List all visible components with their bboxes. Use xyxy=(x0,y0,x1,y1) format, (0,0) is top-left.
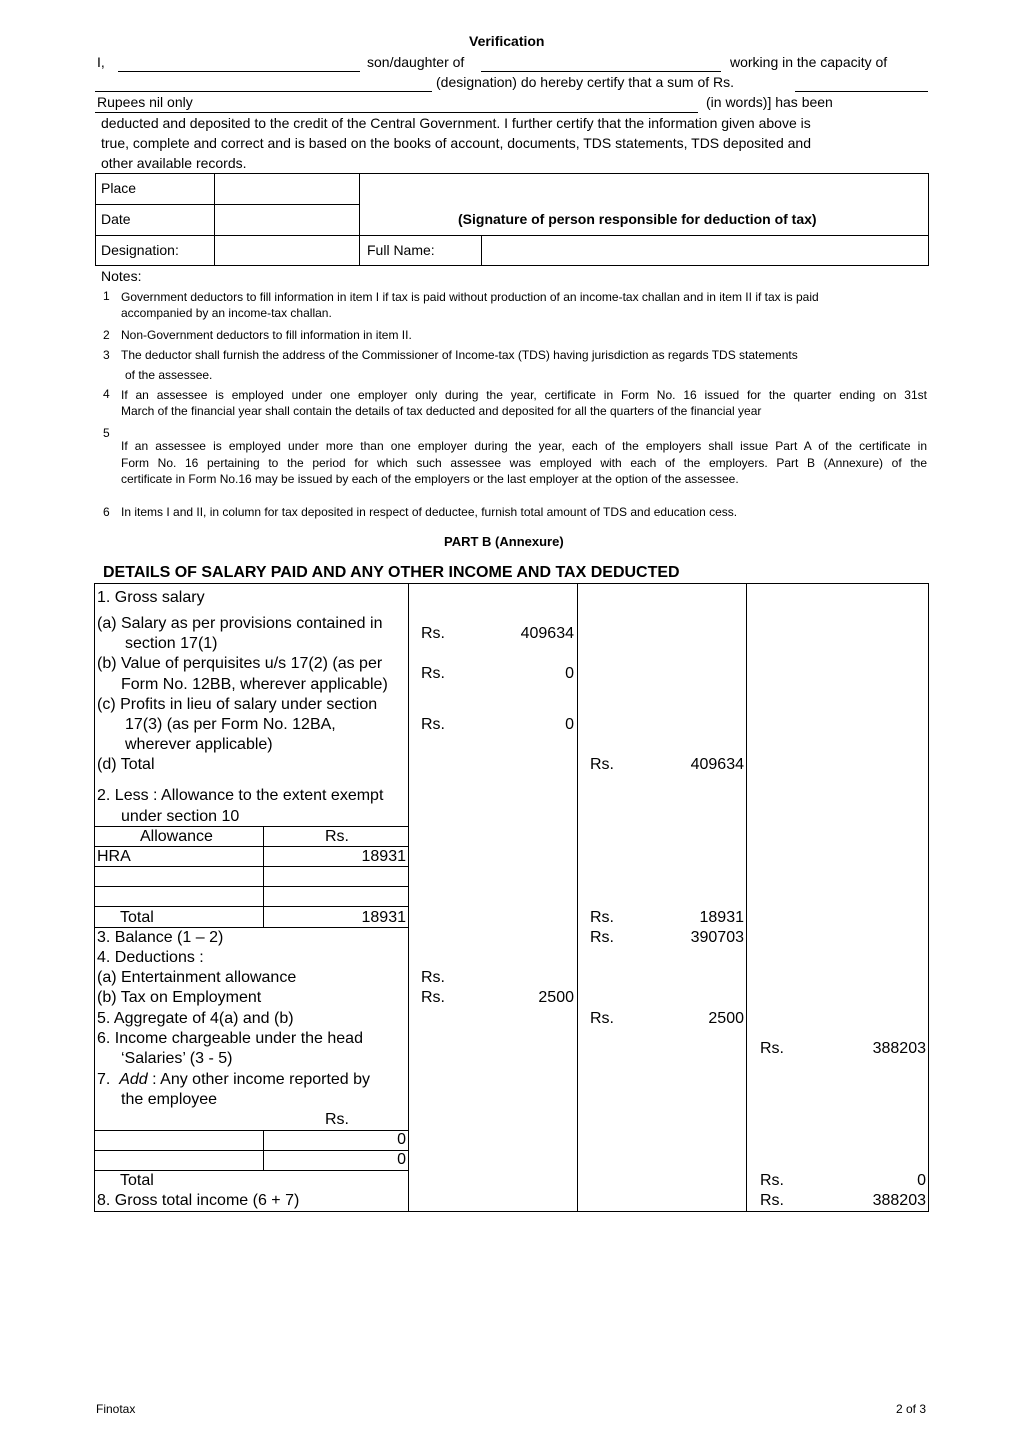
other-grid-v xyxy=(263,1130,264,1170)
item-a-value: 409634 xyxy=(520,625,574,642)
note-1-line1: Government deductors to fill information in item I if tax is paid without production of an income-tax challan and in item II if tax is paid xyxy=(121,290,819,304)
salary-col-divider-1 xyxy=(408,583,409,1212)
hra-value: 18931 xyxy=(361,848,406,865)
working-capacity-label: working in the capacity of xyxy=(730,54,888,70)
allow-grid-v xyxy=(263,826,264,927)
item-b-value: 0 xyxy=(565,665,574,682)
item-b-rs: Rs. xyxy=(421,665,445,682)
verification-para-line3: other available records. xyxy=(101,155,247,171)
income-chargeable-rs: Rs. xyxy=(760,1040,784,1057)
item-c-line3: wherever applicable) xyxy=(125,736,273,753)
item-a-line1: (a) Salary as per provisions contained in xyxy=(97,615,383,632)
other-income-total-label: Total xyxy=(120,1172,154,1189)
balance-value: 390703 xyxy=(690,929,744,946)
in-words-label: (in words)] has been xyxy=(706,94,833,110)
gross-total-income-rs: Rs. xyxy=(760,1192,784,1209)
other-income-line2: the employee xyxy=(121,1091,218,1108)
note-3-line1: The deductor shall furnish the address of the Commissioner of Income-tax (TDS) having jurisdiction as regards TDS statements xyxy=(121,348,798,362)
allowance-total-value: 18931 xyxy=(361,909,406,926)
note-6-line1: In items I and II, in column for tax deposited in respect of deductee, furnish total amount of TDS and education cess. xyxy=(121,505,738,519)
note-4-number: 4 xyxy=(103,387,110,401)
note-2-line1: Non-Government deductors to fill information in item II. xyxy=(121,328,412,342)
allow-grid-h3 xyxy=(94,866,408,867)
item-b-line1: (b) Value of perquisites u/s 17(2) (as per xyxy=(97,655,383,672)
aggregate-label: 5. Aggregate of 4(a) and (b) xyxy=(97,1010,294,1027)
item-c-line1: (c) Profits in lieu of salary under section xyxy=(97,696,378,713)
item-a-line2: section 17(1) xyxy=(125,635,218,652)
other-grid-h3 xyxy=(94,1170,408,1171)
sig-col-divider-3 xyxy=(481,235,482,266)
allow-grid-h4 xyxy=(94,886,408,887)
allow-grid-h6 xyxy=(94,927,408,928)
other-income-number: 7. xyxy=(97,1071,111,1088)
note-3-number: 3 xyxy=(103,348,110,362)
other-income-add: Add xyxy=(119,1071,148,1088)
entertainment-rs: Rs. xyxy=(421,969,445,986)
verification-para-line1: deducted and deposited to the credit of the Central Government. I further certify that the information given above is xyxy=(101,115,811,131)
salary-col-divider-2 xyxy=(577,583,578,1212)
aggregate-rs: Rs. xyxy=(590,1010,614,1027)
place-label: Place xyxy=(101,180,137,196)
gross-total-income-label: 8. Gross total income (6 + 7) xyxy=(97,1192,300,1209)
salary-details-heading: DETAILS OF SALARY PAID AND ANY OTHER INCOME AND TAX DEDUCTED xyxy=(103,564,680,581)
tax-employment-value: 2500 xyxy=(538,989,574,1006)
item-c-line2: 17(3) (as per Form No. 12BA, xyxy=(125,716,336,733)
item-d-value: 409634 xyxy=(690,756,744,773)
note-5-line1: If an assessee is employed under more than one employer during the year, each of the employers shall issue Part A of the certificate in xyxy=(121,439,927,453)
allow-grid-h1 xyxy=(94,826,408,827)
less-allowance-line2: under section 10 xyxy=(121,808,240,825)
designation-blank-line xyxy=(95,91,432,92)
item-b-line2: Form No. 12BB, wherever applicable) xyxy=(121,676,388,693)
designation-label: Designation: xyxy=(101,242,179,258)
other-income-value-2: 0 xyxy=(397,1151,406,1168)
gross-total-income-value: 388203 xyxy=(872,1192,926,1209)
item-a-rs: Rs. xyxy=(421,625,445,642)
rupees-words-value: Rupees nil only xyxy=(97,94,193,110)
note-5-line2: Form No. 16 pertaining to the period for which such assessee was employed with each of the employers. Part B (Annexure) of the xyxy=(121,456,927,470)
footer-page-number: 2 of 3 xyxy=(896,1402,927,1416)
balance-rs: Rs. xyxy=(590,929,614,946)
signature-caption: (Signature of person responsible for deduction of tax) xyxy=(458,211,817,227)
note-6-number: 6 xyxy=(103,505,110,519)
son-daughter-label: son/daughter of xyxy=(367,54,465,70)
sig-row-divider-2 xyxy=(95,235,929,236)
other-income-rs-header: Rs. xyxy=(325,1111,349,1128)
name-blank-line xyxy=(118,71,360,72)
tax-employment-rs: Rs. xyxy=(421,989,445,1006)
notes-title: Notes: xyxy=(101,268,142,284)
allowance-total-rs: Rs. xyxy=(590,909,614,926)
amount-blank-line xyxy=(795,91,928,92)
note-5-line3: certificate in Form No.16 may be issued by each of the employers or the last employer at the option of the assessee. xyxy=(121,472,739,486)
aggregate-value: 2500 xyxy=(708,1010,744,1027)
other-income-total-value: 0 xyxy=(917,1172,926,1189)
income-chargeable-line1: 6. Income chargeable under the head xyxy=(97,1030,363,1047)
verification-para-line2: true, complete and correct and is based on the books of account, documents, TDS statements, TDS deposited and xyxy=(101,135,812,151)
note-4-line1: If an assessee is employed under one employer only during the year, certificate in Form No. 16 issued for the quarter ending on 31st xyxy=(121,388,927,402)
sig-row-divider-1 xyxy=(95,204,360,205)
balance-label: 3. Balance (1 – 2) xyxy=(97,929,224,946)
item-d-rs: Rs. xyxy=(590,756,614,773)
allowance-header: Allowance xyxy=(140,828,213,845)
allow-grid-h2 xyxy=(94,846,408,847)
entertainment-allowance-label: (a) Entertainment allowance xyxy=(97,969,297,986)
tax-on-employment-label: (b) Tax on Employment xyxy=(97,989,262,1006)
other-income-rest: : Any other income reported by xyxy=(147,1071,371,1088)
income-chargeable-line2: ‘Salaries’ (3 - 5) xyxy=(121,1050,233,1067)
item-c-rs: Rs. xyxy=(421,716,445,733)
gross-salary-label: 1. Gross salary xyxy=(97,589,205,606)
note-3-line2: of the assessee. xyxy=(125,368,213,382)
allowance-total-label: Total xyxy=(120,909,154,926)
note-2-number: 2 xyxy=(103,328,110,342)
salary-col-divider-3 xyxy=(746,583,747,1212)
note-4-line2: March of the financial year shall contain the details of tax deducted and deposited for all the quarters of the financial year xyxy=(121,404,762,418)
income-chargeable-value: 388203 xyxy=(872,1040,926,1057)
verification-title: Verification xyxy=(469,33,545,49)
item-c-value: 0 xyxy=(565,716,574,733)
footer-brand: Finotax xyxy=(96,1402,136,1416)
other-income-line1 xyxy=(97,1071,370,1089)
item-d-label: (d) Total xyxy=(97,756,155,773)
sig-col-divider-2 xyxy=(359,173,360,266)
full-name-label: Full Name: xyxy=(367,242,435,258)
i-label: I, xyxy=(97,54,105,70)
sig-col-divider-1 xyxy=(214,173,215,266)
parent-blank-line xyxy=(481,71,721,72)
date-label: Date xyxy=(101,211,131,227)
part-b-title: PART B (Annexure) xyxy=(444,534,564,549)
designation-certify-label: (designation) do hereby certify that a sum of Rs. xyxy=(436,74,735,90)
note-5-number: 5 xyxy=(103,426,110,440)
note-1-line2: accompanied by an income-tax challan. xyxy=(121,306,332,320)
allow-grid-h5 xyxy=(94,906,408,907)
other-income-value-1: 0 xyxy=(397,1131,406,1148)
allowance-rs-header: Rs. xyxy=(325,828,349,845)
less-allowance-line1: 2. Less : Allowance to the extent exempt xyxy=(97,787,384,804)
deductions-label: 4. Deductions : xyxy=(97,949,204,966)
allowance-total-col3: 18931 xyxy=(699,909,744,926)
note-1-number: 1 xyxy=(103,289,110,303)
other-income-total-rs: Rs. xyxy=(760,1172,784,1189)
words-blank-line xyxy=(95,112,698,113)
hra-label: HRA xyxy=(97,848,131,865)
